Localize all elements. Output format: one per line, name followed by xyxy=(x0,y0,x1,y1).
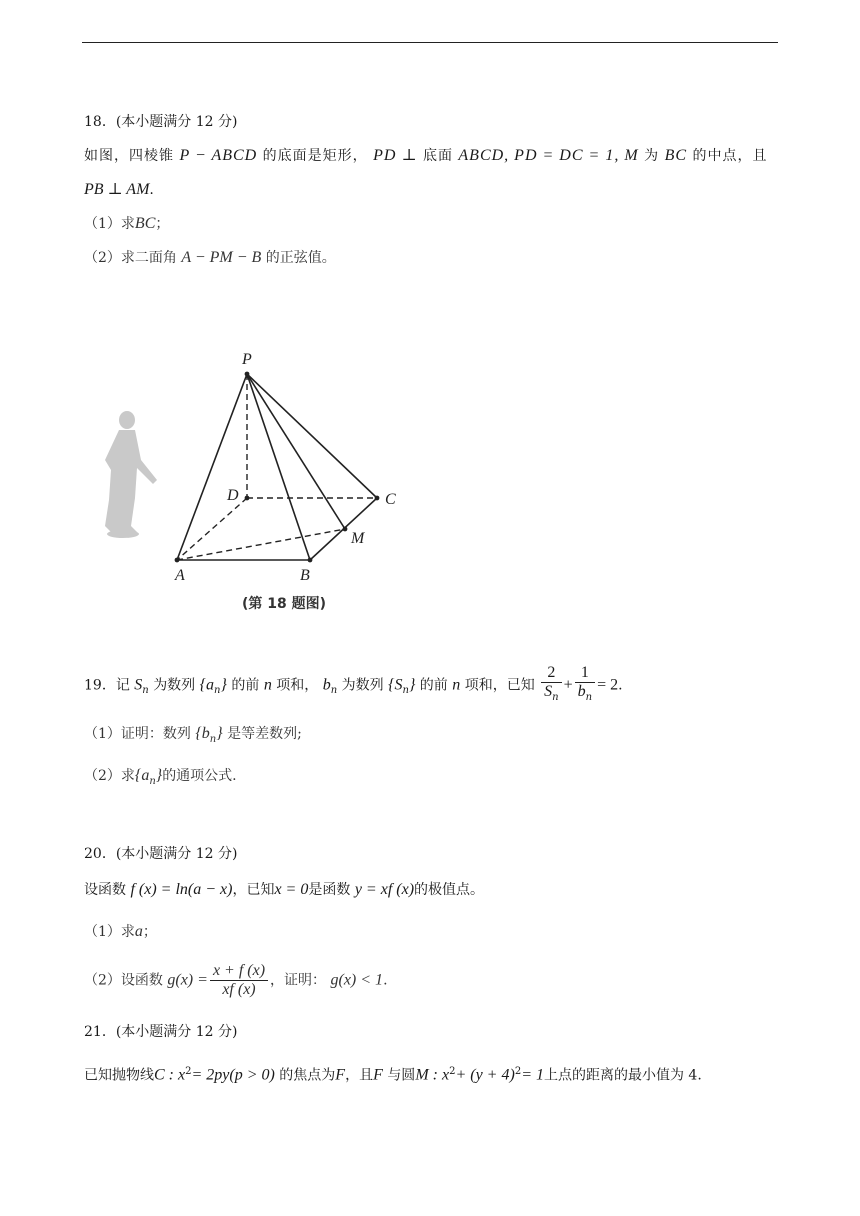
text: ； xyxy=(155,216,170,232)
label-d: D xyxy=(227,487,239,504)
text: ，已知 xyxy=(232,882,275,898)
text: （1）求 xyxy=(84,216,135,232)
frac-den: b xyxy=(577,683,586,700)
q18-part1 xyxy=(84,214,169,234)
q19-part1 xyxy=(84,724,302,750)
math-n: n xyxy=(452,676,461,694)
q20-header: 20．(本小题满分 12 分) xyxy=(84,846,238,862)
math-dihedral: A − PM − B xyxy=(181,249,262,266)
math-f: F xyxy=(373,1066,383,1084)
q21-header: 21．(本小题满分 12 分) xyxy=(84,1024,238,1040)
text: 的底面是矩形， xyxy=(262,148,368,164)
text: 如图，四棱锥 xyxy=(84,148,174,164)
math-conditions: ABCD, PD = DC = 1, M xyxy=(458,147,639,164)
label-a: A xyxy=(175,567,185,584)
text: 为数列 xyxy=(341,677,384,694)
plus-sign: + xyxy=(563,676,573,694)
q21-statement xyxy=(84,1062,702,1086)
top-rule xyxy=(82,42,778,43)
q20-part1 xyxy=(84,922,157,942)
frac-num: 1 xyxy=(575,664,595,683)
math-a: a xyxy=(134,923,143,940)
fraction-2-over-sn xyxy=(541,664,561,707)
text: 项和，已知 xyxy=(464,677,535,694)
fraction-g xyxy=(210,962,268,999)
segment-am xyxy=(177,529,345,560)
math-circle: M : x xyxy=(415,1066,450,1084)
text: ，证明： xyxy=(270,972,327,989)
subscript-n: n xyxy=(585,691,593,703)
edge-da xyxy=(177,498,247,560)
q20-part2 xyxy=(84,962,388,999)
text: 底面 xyxy=(422,148,453,164)
q19-number: 19． xyxy=(84,677,116,694)
math-g-def: g(x) = xyxy=(167,971,208,989)
text: （2）设函数 xyxy=(84,972,163,989)
edge-pc xyxy=(247,374,377,498)
text: . xyxy=(618,677,623,694)
text: . xyxy=(149,182,154,198)
math-n: n xyxy=(263,676,272,694)
text: 为数列 xyxy=(153,677,196,694)
subscript-n: n xyxy=(402,685,409,697)
math-close: } xyxy=(220,676,227,694)
subscript-n: n xyxy=(552,691,559,703)
math-close: } xyxy=(216,725,223,742)
frac-num: x + f (x) xyxy=(210,962,268,981)
math-bc: BC xyxy=(664,147,688,164)
math-b: b xyxy=(322,676,331,694)
math-close: } xyxy=(155,767,163,784)
figure-caption: (第 18 题图) xyxy=(242,596,327,612)
subscript-n: n xyxy=(149,775,156,787)
math-pb-perp-am: PB ⊥ AM xyxy=(84,181,150,198)
math-circle-mid: + (y + 4) xyxy=(455,1066,515,1084)
exponent: 2 xyxy=(514,1066,522,1077)
text: 的通项公式. xyxy=(162,768,237,784)
text: 的中点，且 xyxy=(692,148,768,164)
vertices xyxy=(175,372,380,563)
watermark-figure xyxy=(105,411,157,538)
math-f-def: f (x) = ln(a − x) xyxy=(130,881,233,898)
edge-pb xyxy=(247,374,310,560)
math-b-open: {b xyxy=(195,725,210,742)
text: （2）求二面角 xyxy=(84,250,177,266)
text: 的正弦值。 xyxy=(265,250,336,266)
text: 与圆 xyxy=(387,1067,416,1084)
subscript-n: n xyxy=(214,685,221,697)
math-perp: PD ⊥ xyxy=(373,147,418,164)
text: （2）求 xyxy=(84,768,135,784)
q18-statement-line1 xyxy=(84,146,767,166)
math-inequality: g(x) < 1 xyxy=(330,971,384,989)
label-m: M xyxy=(351,530,365,547)
exponent: 2 xyxy=(449,1066,456,1077)
frac-den: S xyxy=(544,683,553,700)
text: 是等差数列; xyxy=(227,726,302,742)
math-x-zero: x = 0 xyxy=(274,881,309,898)
math-bc: BC xyxy=(134,215,156,232)
subscript-n: n xyxy=(142,685,149,697)
edge-pm xyxy=(247,374,345,529)
fraction-1-over-bn xyxy=(575,664,595,707)
pyramid-figure xyxy=(105,320,430,635)
math-parabola: C : x xyxy=(154,1066,186,1084)
text: （1）证明：数列 xyxy=(84,726,191,742)
text: 是函数 xyxy=(308,882,351,898)
math-y-def: y = xf (x) xyxy=(354,881,415,898)
label-b: B xyxy=(300,567,310,584)
q19-part2 xyxy=(84,766,237,792)
math-s-open: {S xyxy=(388,676,403,694)
text: 项和， xyxy=(276,677,319,694)
math-a-open: {a xyxy=(199,676,215,694)
text: 记 xyxy=(115,677,130,694)
math-a-open: {a xyxy=(134,767,150,784)
text: 的前 xyxy=(419,677,448,694)
q18-statement-line2 xyxy=(84,180,154,200)
label-c: C xyxy=(385,491,396,508)
text: ，且 xyxy=(345,1067,374,1084)
pyramid-edges xyxy=(177,374,377,560)
frac-den: xf (x) xyxy=(222,981,256,998)
q18-part2 xyxy=(84,248,336,268)
text: 的前 xyxy=(231,677,260,694)
q20-statement xyxy=(84,880,484,900)
q19-statement xyxy=(84,664,623,707)
text: ； xyxy=(142,924,157,940)
q18-header: 18．(本小题满分 12 分) xyxy=(84,114,238,130)
text: 上点的距离的最小值为 4. xyxy=(543,1067,702,1084)
text: 的焦点为 xyxy=(279,1067,336,1084)
text: 的极值点。 xyxy=(414,882,485,898)
math-s: S xyxy=(134,676,143,694)
edge-pa xyxy=(177,374,247,560)
subscript-n: n xyxy=(209,733,217,745)
math-parabola-rhs: = 2py(p > 0) xyxy=(191,1066,275,1084)
math-f: F xyxy=(335,1066,346,1084)
exponent: 2 xyxy=(185,1066,192,1077)
math-pyramid: P − ABCD xyxy=(179,147,258,164)
text: 已知抛物线 xyxy=(84,1067,154,1084)
math-close: } xyxy=(408,676,416,694)
label-p: P xyxy=(242,351,252,368)
equals-two: = 2 xyxy=(597,676,619,694)
subscript-n: n xyxy=(330,685,338,697)
frac-num: 2 xyxy=(541,664,561,683)
text: 设函数 xyxy=(84,882,126,898)
text: 为 xyxy=(644,148,660,164)
text: . xyxy=(383,972,388,989)
text: （1）求 xyxy=(84,924,135,940)
math-circle-rhs: = 1 xyxy=(521,1066,544,1084)
